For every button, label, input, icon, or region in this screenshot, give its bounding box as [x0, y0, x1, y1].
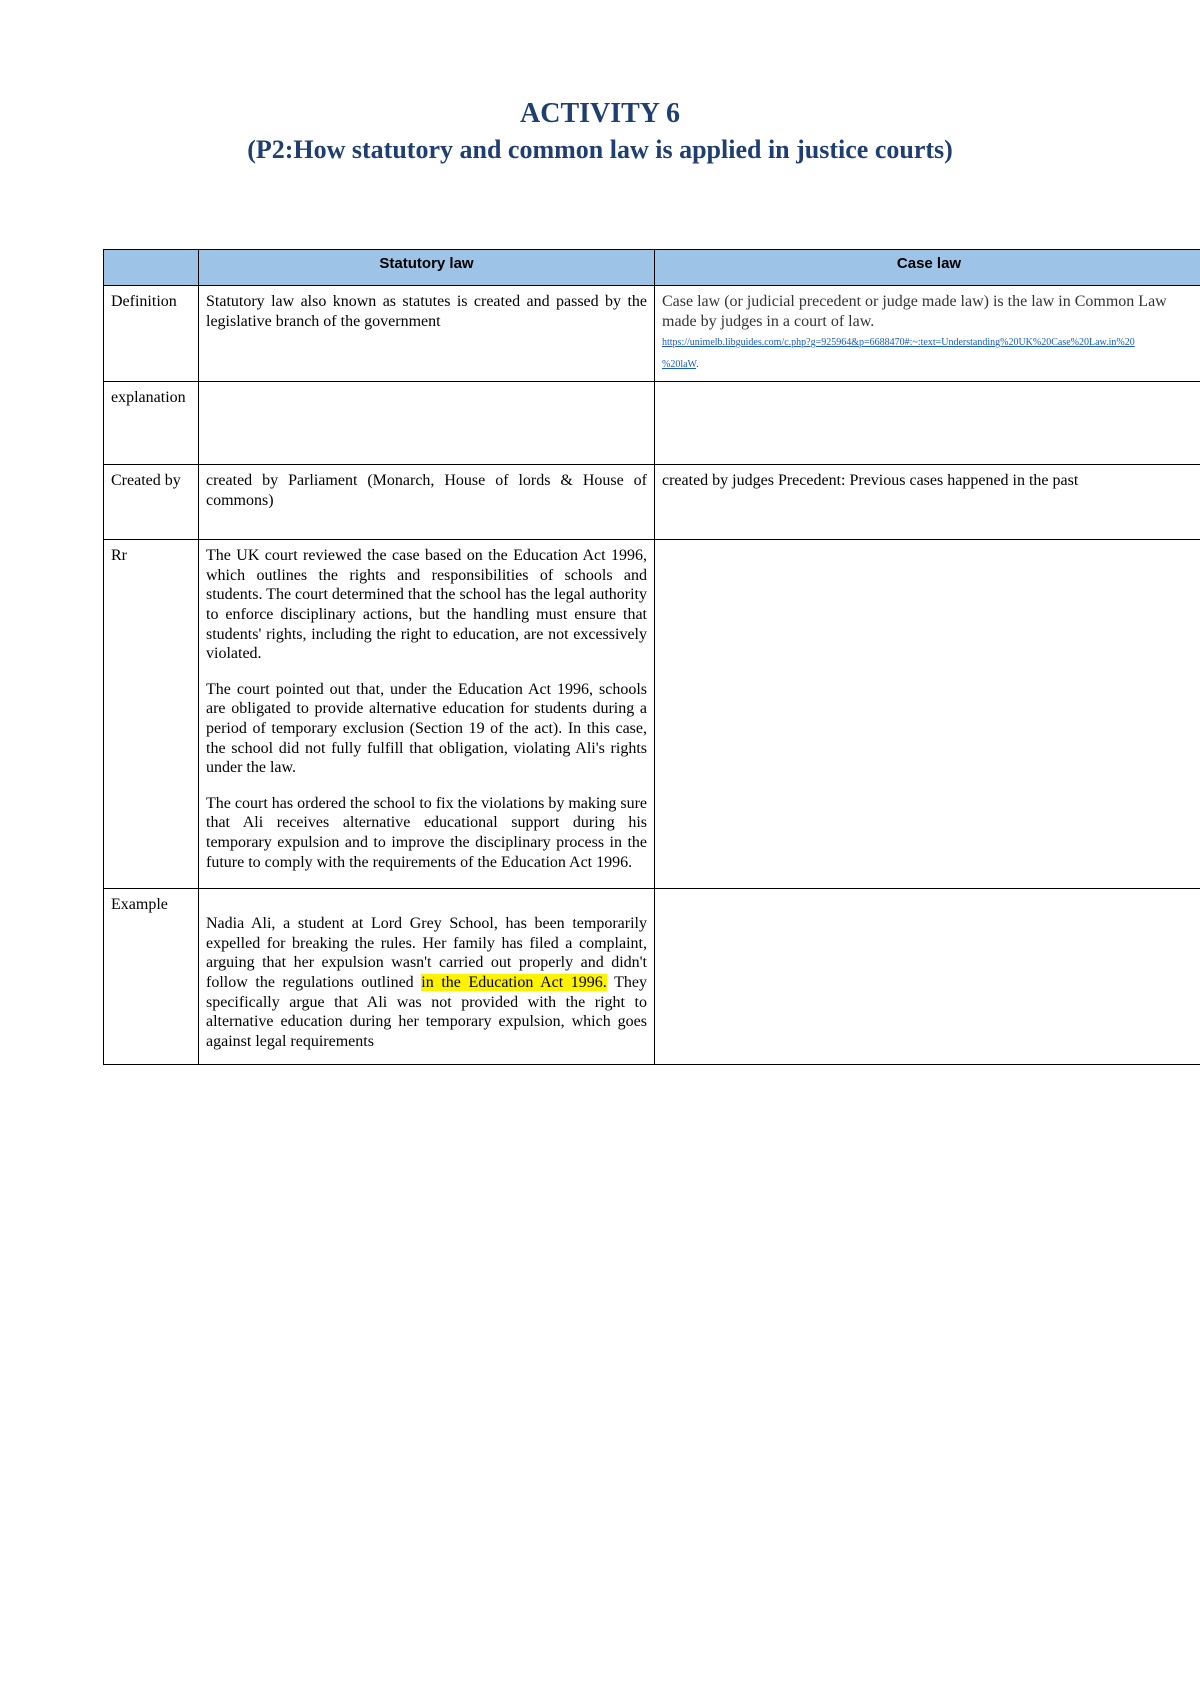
table-row-created-by [104, 465, 1200, 540]
definition-statutory-cell: Statutory law also known as statutes is created and passed by the legislative branch of the government [199, 286, 655, 382]
table-row-explanation [104, 382, 1200, 465]
comparison-table [103, 249, 1200, 1065]
highlighted-text: in the Education Act 1996. [421, 973, 607, 991]
table-row-example [104, 889, 1200, 1065]
row-label-definition: Definition [104, 286, 199, 382]
rr-paragraph-1: The UK court reviewed the case based on the Education Act 1996, which outlines the rights and responsibilities of schools and students. The court determined that the school has the legal authority to enforce disciplinary actions, but the handling must ensure that students' rights, including the right to education, are not excessively violated. [206, 547, 647, 663]
example-paragraph [206, 914, 647, 1051]
row-label-rr: Rr [104, 540, 199, 889]
row-label-explanation: explanation [104, 382, 199, 465]
rr-statutory-cell [199, 540, 655, 889]
rr-paragraph-2: The court pointed out that, under the Education Act 1996, schools are obligated to provide alternative education for students during a period of temporary exclusion (Section 19 of the act). In this case, the school did not fully fulfill that obligation, violating Ali's rights under the law. [206, 680, 647, 777]
page-subtitle: (P2:How statutory and common law is applied in justice courts) [247, 135, 953, 164]
rr-paragraph-3: The court has ordered the school to fix the violations by making sure that Ali receives alternative educational support during his temporary expulsion and to improve the disciplinary process in the future to comply with the requirements of the Education Act 1996. [206, 794, 647, 871]
example-case-cell [655, 889, 1200, 1065]
reference-link[interactable]: https://unimelb.libguides.com/c.php?g=925964&p=6688470#:~:text=Understanding%20UK%20Case%20Law.in%20 [662, 337, 1135, 349]
page-title: ACTIVITY 6 [520, 98, 680, 129]
page-header [0, 96, 1200, 168]
example-text-end: They specifically argue that Ali was not provided with the right to alternative education during her temporary expulsion, which goes against legal requirements [206, 973, 648, 1050]
created-by-statutory-cell: created by Parliament (Monarch, House of lords & House of commons) [199, 465, 655, 540]
created-by-case-cell: created by judges Precedent: Previous cases happened in the past [655, 465, 1200, 540]
table-header-row [104, 250, 1200, 286]
row-label-example: Example [104, 889, 199, 1065]
example-text-start: Nadia Ali, a student at Lord Grey School, has been temporarily expelled for breaking the rules. Her family has filed a complaint, arguing that her expulsion wasn't carried out properly and didn't follow the regulations outlined [206, 915, 647, 991]
example-statutory-cell [199, 889, 655, 1065]
table-row-rr [104, 540, 1200, 889]
reference-link-period: . [696, 359, 699, 371]
explanation-case-cell [655, 382, 1200, 465]
rr-case-cell [655, 540, 1200, 889]
definition-case-cell [655, 286, 1200, 382]
reference-link-continued[interactable]: %20laW [662, 359, 697, 371]
explanation-statutory-cell [199, 382, 655, 465]
header-cell-statutory-law: Statutory law [199, 250, 655, 286]
table-row-definition [104, 286, 1200, 382]
header-cell-empty [104, 250, 199, 286]
header-cell-case-law: Case law [655, 250, 1200, 286]
row-label-created-by: Created by [104, 465, 199, 540]
definition-case-text: Case law (or judicial precedent or judge made law) is the law in Common Law made by judges in a court of law. [662, 293, 1167, 330]
